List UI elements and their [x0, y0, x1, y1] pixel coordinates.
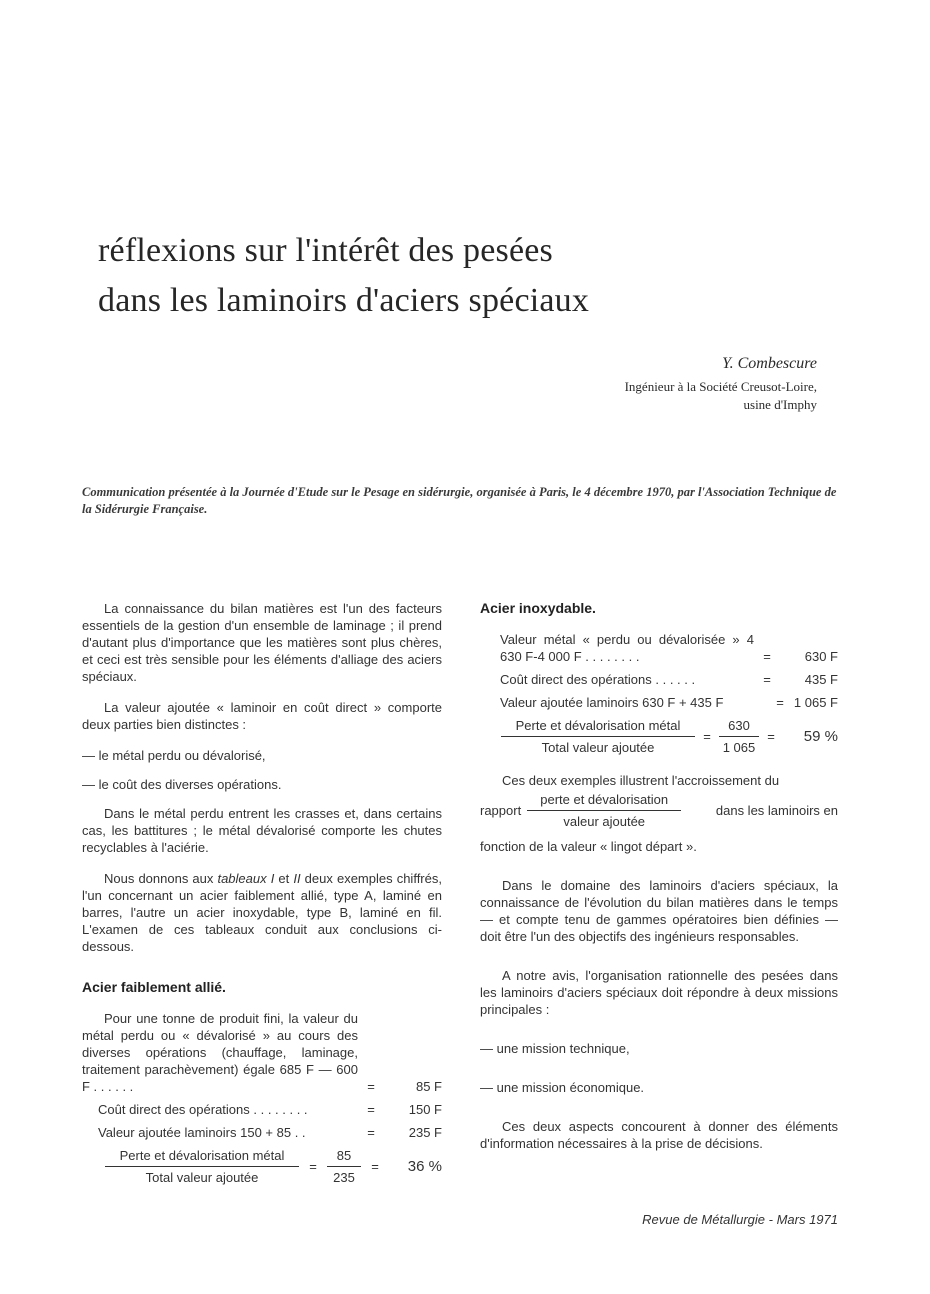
left-column [82, 600, 442, 1198]
calc-row [480, 671, 838, 688]
fraction-denominator: 235 [333, 1170, 355, 1185]
rapport-word: rapport [480, 803, 522, 818]
ratio-result: 59 % [803, 728, 838, 745]
right-column [480, 600, 838, 1166]
calc-value: 150 F [408, 1102, 442, 1117]
equals-sign: = [767, 729, 775, 744]
table-reference: II [293, 871, 301, 886]
calc-label: Valeur métal « perdu ou dévalorisée » 4 630 F-4 000 F . . . . . . . . [500, 632, 754, 664]
list-item: — le coût des diverses opérations. [82, 777, 282, 792]
paragraph: A notre avis, l'organisation rationnelle des pesées dans les laminoirs d'aciers spéciaux doit répondre à deux missions principales : [480, 968, 838, 1017]
calc-label: Valeur ajoutée laminoirs 630 F + 435 F [500, 695, 724, 710]
calc-label: Coût direct des opérations . . . . . . [500, 672, 696, 687]
article-title [98, 226, 818, 326]
calc-label: Valeur ajoutée laminoirs 150 + 85 . . [98, 1125, 306, 1140]
section-heading: Acier faiblement allié. [82, 979, 226, 995]
table-reference: tableaux I [217, 871, 275, 886]
ratio-formula [82, 1147, 442, 1186]
equals-sign: = [367, 1079, 375, 1094]
equals-sign: = [763, 672, 771, 687]
communication-note: Communication présentée à la Journée d'Etude sur le Pesage en sidérurgie, organisée à Paris, le 4 décembre 1970, par l'Association Technique de la Sidérurgie Française. [82, 485, 837, 516]
fraction [104, 1147, 300, 1186]
rapport-after: dans les laminoirs en [715, 803, 838, 818]
fraction-denominator: valeur ajoutée [563, 814, 646, 829]
calc-row [82, 1010, 442, 1095]
list-item: — une mission technique, [480, 1041, 630, 1056]
author-name: Y. Combescure [722, 355, 817, 372]
ratio-formula [480, 717, 838, 756]
text-span: et [274, 871, 294, 886]
fraction-numerator: Perte et dévalorisation métal [105, 1147, 299, 1167]
text-span: Nous donnons aux [104, 871, 218, 886]
fraction [527, 791, 681, 830]
equals-sign: = [776, 695, 784, 710]
calc-row [480, 631, 838, 665]
calc-label: Coût direct des opérations . . . . . . . . [98, 1102, 308, 1117]
footer-journal: Revue de Métallurgie - Mars 1971 [642, 1212, 838, 1227]
calc-value: 630 F [804, 649, 838, 664]
calc-row [480, 694, 838, 711]
title-line-2: dans les laminoirs d'aciers spéciaux [98, 282, 590, 319]
calc-row [82, 1124, 442, 1141]
fraction-denominator: Total valeur ajoutée [541, 740, 655, 755]
list-item: — une mission économique. [480, 1080, 645, 1095]
paragraph: fonction de la valeur « lingot départ ». [480, 839, 697, 854]
paragraph: La valeur ajoutée « laminoir en coût direct » comporte deux parties bien distinctes : [82, 700, 442, 732]
text-span: deux exemples chiffrés, l'un concernant un acier faiblement allié, type A, laminé en barres, l'autre un acier inoxydable, type B, laminé en fil. L'examen de ces tableaux conduit aux conclusions ci-dessous. [82, 871, 442, 954]
affiliation-line-2: usine d'Imphy [743, 397, 817, 412]
calc-row [82, 1101, 442, 1118]
equals-sign: = [309, 1159, 317, 1174]
fraction-numerator: 85 [327, 1147, 361, 1167]
affiliation-line-1: Ingénieur à la Société Creusot-Loire, [624, 379, 817, 394]
fraction [718, 717, 760, 756]
calc-value: 1 065 F [793, 695, 838, 710]
calc-value: 235 F [408, 1125, 442, 1140]
author-affiliation [625, 378, 817, 414]
equals-sign: = [367, 1102, 375, 1117]
calc-value: 85 F [415, 1079, 442, 1094]
fraction-numerator: 630 [719, 717, 759, 737]
paragraph: Ces deux aspects concourent à donner des éléments d'information nécessaires à la prise de décisions. [480, 1119, 838, 1151]
fraction [500, 717, 696, 756]
list-item: — le métal perdu ou dévalorisé, [82, 748, 266, 763]
paragraph: La connaissance du bilan matières est l'un des facteurs essentiels de la gestion d'un ensemble de laminage ; il prend d'autant plus d'importance que les matières sont plus chères, et ceci est très sensible pour les éléments d'alliage des aciers spéciaux. [82, 601, 442, 684]
calc-label: Pour une tonne de produit fini, la valeur du métal perdu ou « dévalorisé » au cours des diverses opérations (chauffage, laminage, traitement parachèvement) égale 685 F — 600 F . . . . . . [82, 1011, 358, 1094]
calc-value: 435 F [804, 672, 838, 687]
author-block [625, 354, 817, 414]
ratio-result: 36 % [407, 1158, 442, 1175]
paragraph: Dans le métal perdu entrent les crasses et, dans certains cas, les battitures ; le métal dévalorisé comporte les chutes recyclables à l'aciérie. [82, 806, 442, 855]
fraction-denominator: 1 065 [722, 740, 756, 755]
paragraph: Ces deux exemples illustrent l'accroissement du [502, 773, 780, 788]
equals-sign: = [703, 729, 711, 744]
equals-sign: = [367, 1125, 375, 1140]
rapport-formula [480, 791, 838, 830]
fraction-denominator: Total valeur ajoutée [145, 1170, 259, 1185]
fraction [326, 1147, 362, 1186]
equals-sign: = [763, 649, 771, 664]
fraction-numerator: perte et dévalorisation [527, 791, 681, 811]
title-line-1: réflexions sur l'intérêt des pesées [98, 232, 553, 269]
fraction-numerator: Perte et dévalorisation métal [501, 717, 695, 737]
paragraph: Dans le domaine des laminoirs d'aciers spéciaux, la connaissance de l'évolution du bilan matières dans le temps — et compte tenu de gammes opératoires bien définies — doit être l'un des objectifs des ingénieurs responsables. [480, 878, 838, 944]
paragraph [82, 870, 442, 955]
equals-sign: = [371, 1159, 379, 1174]
section-heading: Acier inoxydable. [480, 600, 596, 616]
